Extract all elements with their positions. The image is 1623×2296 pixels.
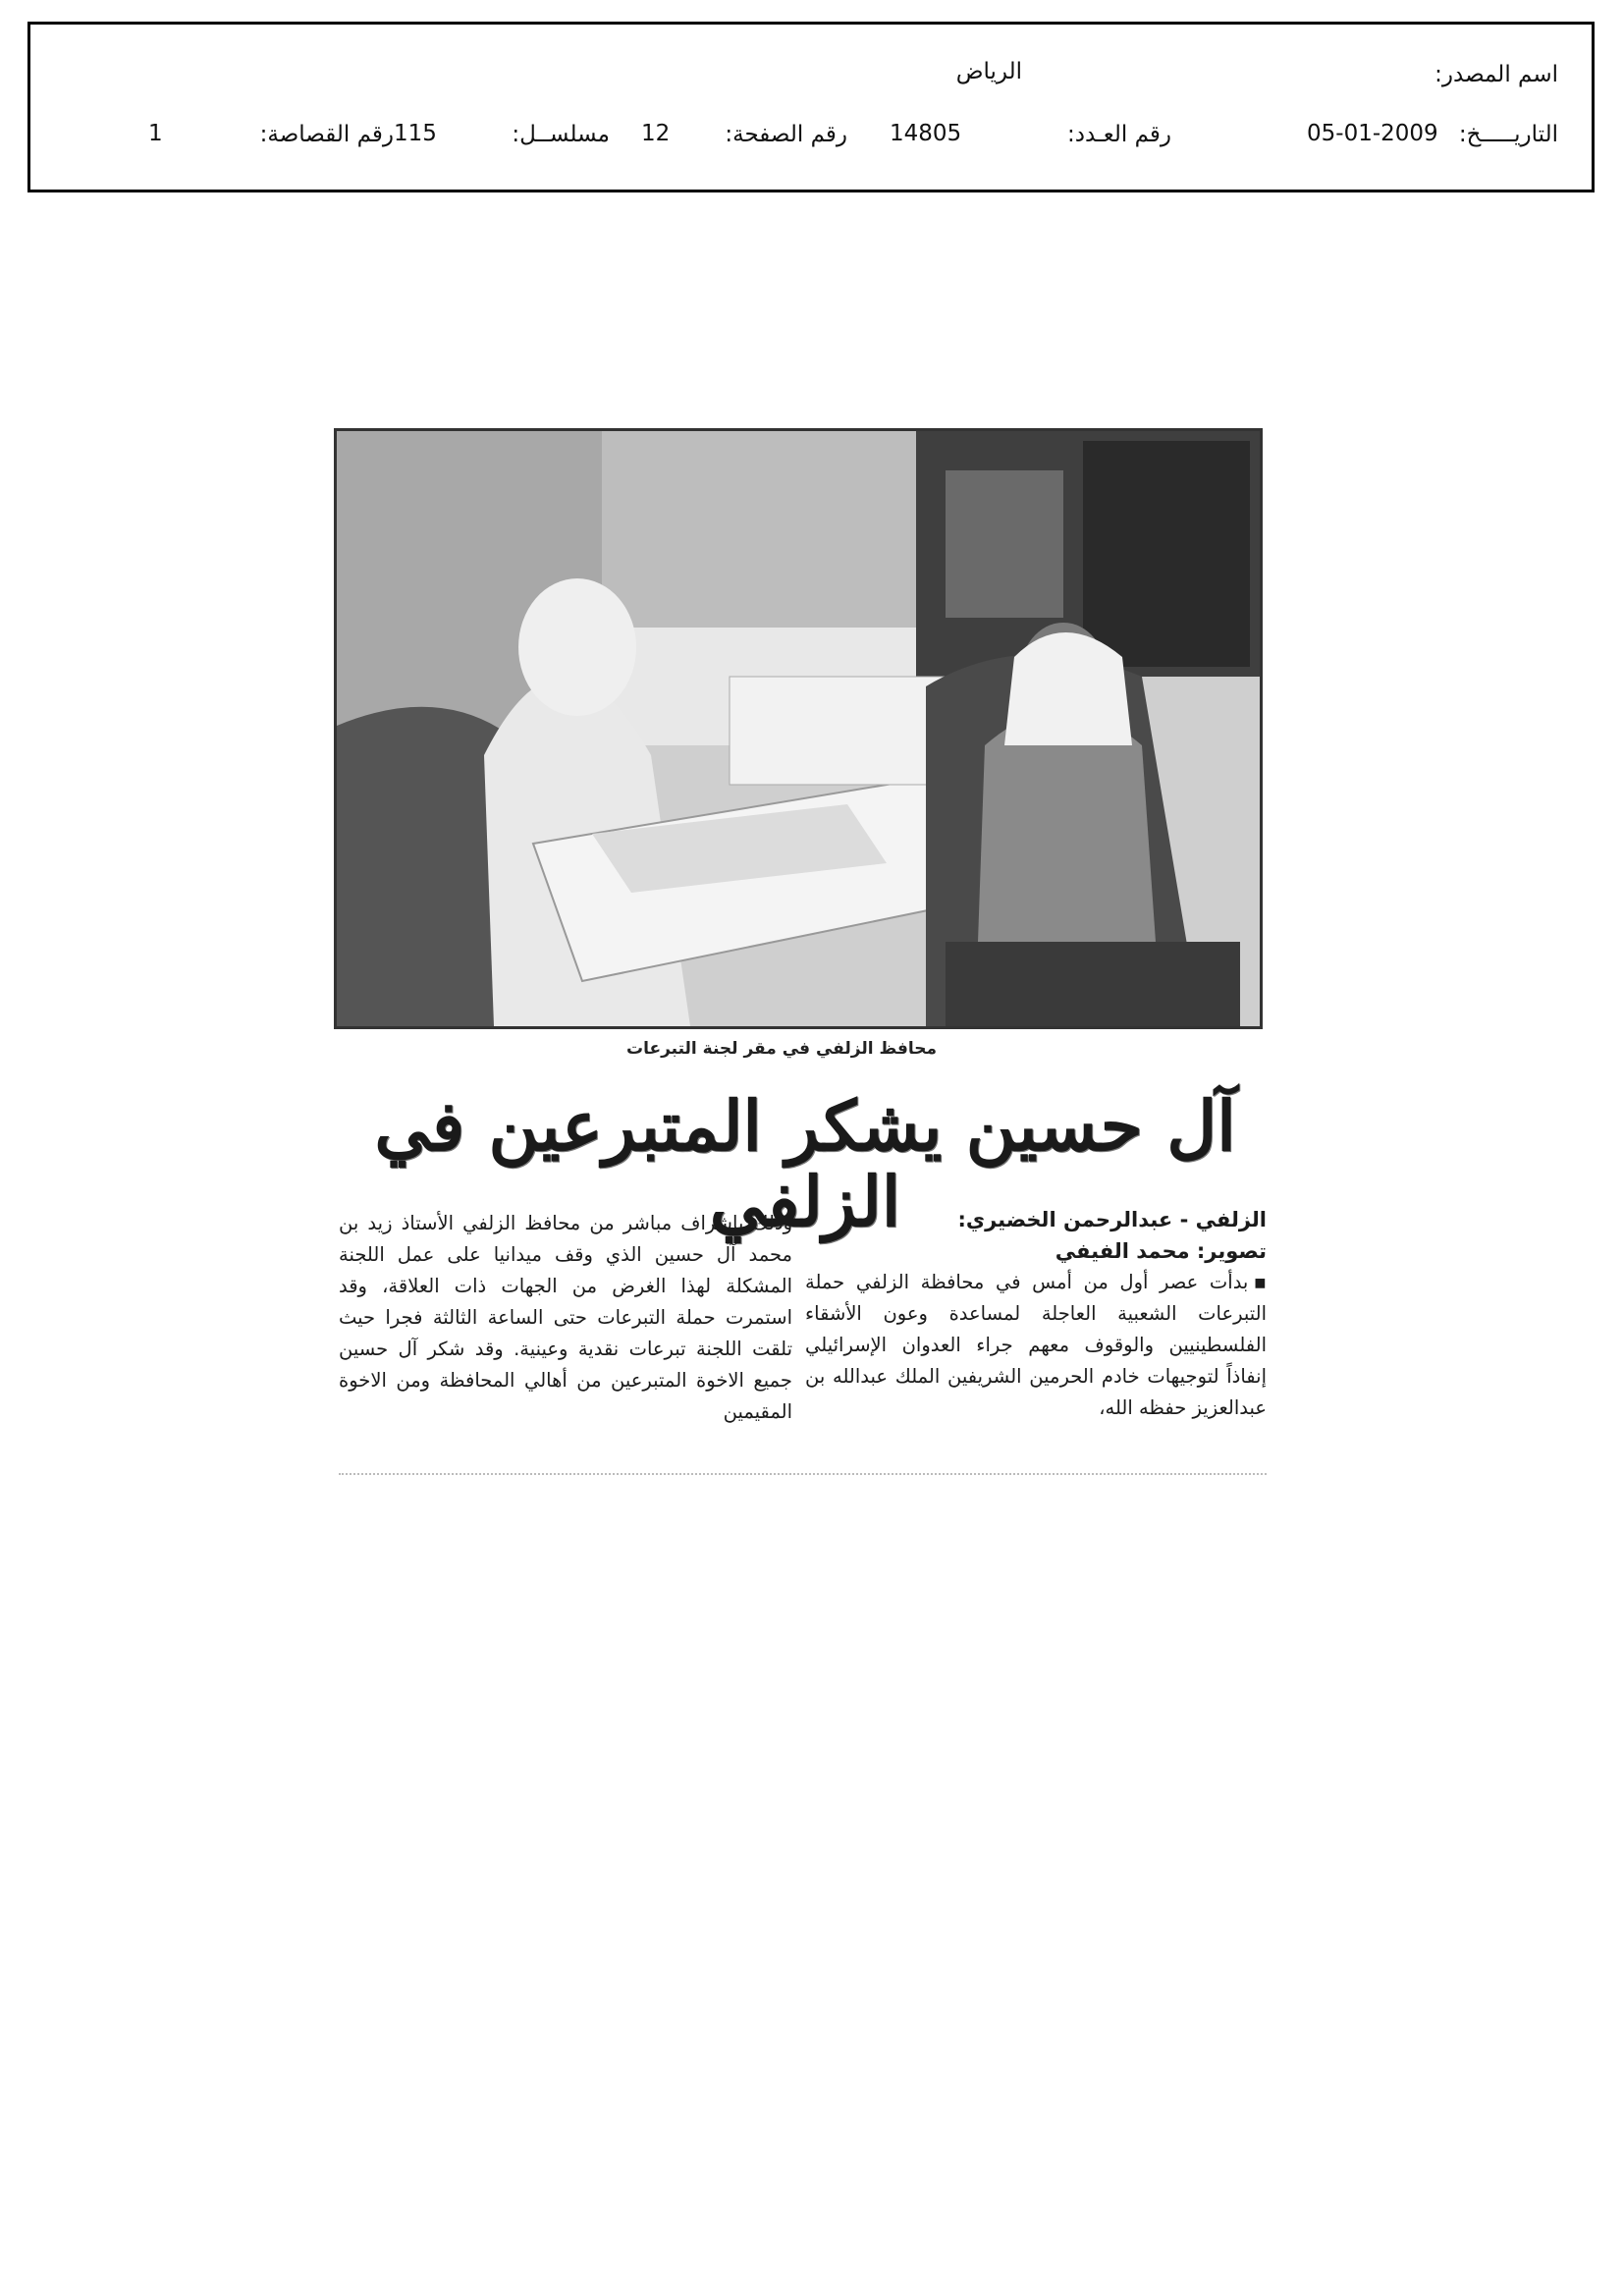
photo-caption: محافظ الزلفي في مقر لجنة التبرعات: [626, 1039, 937, 1059]
article-column-left: [339, 1208, 792, 1428]
clip-value: 1: [148, 121, 163, 146]
byline-author: الزلفي - عبدالرحمن الخضيري:: [957, 1208, 1267, 1231]
body-paragraph-left: وذلك بإشراف مباشر من محافظ الزلفي الأستاذ زيد بن محمد آل حسين الذي وقف ميدانيا على عمل اللجنة المشكلة لهذا الغرض من الجهات ذات العلاقة، وقد استمرت حملة التبرعات حتى الساعة الثالثة فجرا حيث تلقت اللجنة تبرعات نقدية وعينية. وقد شكر آل حسين جميع الاخوة المتبرعين من أهالي المحافظة ومن الاخوة المقيمين: [339, 1212, 792, 1423]
serial-value: 115: [394, 121, 437, 146]
source-label: اسم المصدر:: [1434, 62, 1558, 87]
issue-label: رقم العـدد:: [1066, 122, 1171, 147]
byline-photographer: تصوير: محمد الفيفي: [1055, 1239, 1267, 1263]
date-value: 05-01-2009: [1307, 121, 1438, 146]
body-paragraph-right: ▪بدأت عصر أول من أمس في محافظة الزلفي حملة التبرعات الشعبية العاجلة لمساعدة وعون الأشقاء الفلسطينيين والوقوف معهم جراء العدوان الإسرائيلي إنفاذاً لتوجيهات خادم الحرمين الشريفين الملك عبدالله بن عبدالعزيز حفظه الله،: [805, 1271, 1267, 1419]
article-column-right: [805, 1204, 1267, 1424]
serial-label: مسلســل:: [512, 122, 610, 147]
date-label: التاريـــــخ:: [1458, 122, 1558, 147]
source-value: الرياض: [955, 59, 1022, 84]
clipping-header: [27, 22, 1595, 192]
page-value: 12: [641, 121, 671, 146]
issue-value: 14805: [890, 121, 962, 146]
photo-illustration: [337, 431, 1260, 1026]
article-bottom-rule: [339, 1473, 1267, 1477]
page-label: رقم الصفحة:: [725, 122, 847, 147]
article-headline: آل حسين يشكر المتبرعين في الزلفي: [374, 1085, 1236, 1242]
clip-label: رقم القصاصة:: [259, 122, 394, 147]
article-photo: [334, 428, 1263, 1029]
